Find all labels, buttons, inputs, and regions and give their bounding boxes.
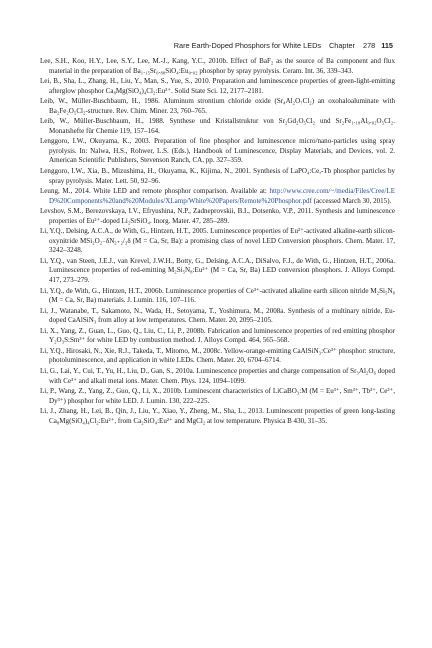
reference-access-note: (accessed March 30, 2015). [311,196,392,205]
page-number: 115 [381,41,393,50]
reference-text: Aluminum strontium chloride oxide (Sr₄Al₂O₇Cl₂) an oxohaloaluminate with Ba₂Fe₂O₅Cl₂-structure. Rev. Chim. Miner. 23, 760–765. [49,97,395,115]
reference-entry [40,167,395,186]
reference-text: Synthese und Kristallstruktur von Sr₂Gd₂O₅Cl₂ und Sr₂Fe₁.₁₈Al₀.₈₂O₅Cl₂. Monatshefte für Chemie 119, 157–164. [49,117,395,135]
reference-entry [40,347,395,366]
reference-text: Luminescence properties and charge compensation of Sr₃Al₂O₆ doped with Ce³⁺ and alkali metal ions. Mater. Chem. Phys. 124, 1094–1099. [49,366,395,385]
reference-text: Fabrication and luminescence properties of red emitting phosphor Y₂O₃S:Sm³⁺ for white LED by combustion method. J. Alloys Compd. 464, 565–568. [49,326,395,345]
reference-authors: Leung, M., 2014. [40,187,91,196]
reference-authors: Li, X., Yang, Z., Guan, L., Guo, Q., Liu, C., Li, P., 2008b. [40,326,206,335]
reference-text: Synthesis of LaPO₄:Ce,-Tb phosphor particles by spray pyrolysis. Mater. Lett. 50, 92–96. [49,167,395,185]
reference-text: Luminescence properties of Eu²⁺-activated alkaline-earth silicon-oxynitride MSi₂O₂₋δN₂₊₂/₃δ (M = Ca, Sr, Ba): a promising class of novel LED Conversion phosphors. Chem. Mater. 17, 3242–3248. [49,227,395,255]
reference-text: Preparation of fine phosphor and luminescence micro/nano-particles using spray pyrolysis. In: Nalwa, H.S., Rohwer, L.S. (Eds.), Handbook of Luminescence, Display Materials, and Devices, vol. 2. American Scientific Publishers, Stevenson Ranch, CA, pp. 327–359. [49,137,396,165]
reference-entry [40,187,395,206]
reference-authors: Li, P., Wang, Z., Yang, Z., Guo, Q., Li, X., 2010b. [40,387,183,396]
reference-authors: Lee, S.H., Koo, H.Y., Lee, S.Y., Lee, M.-J., Kang, Y.C., 2010b. [40,57,228,65]
reference-text: Synthesis of a multinary nitride, Eu-doped CaAlSiN₃ from alloy at low temperatures. Chem. Mater. 20, 2095–2105. [49,306,395,325]
reference-entry [40,257,395,286]
reference-entry [40,57,395,76]
reference-entry [40,207,395,226]
reference-authors: Lei, B., Sha, L., Zhang, H., Liu, Y., Man, S., Yue, S., 2010. [40,77,211,86]
reference-text: Luminescent properties of green long-lasting Ca₈Mg(SiO₄)₄Cl₂:Eu²⁺, from Ca₂SiO₄:Eu²⁺ and MgCl₂ at low temperature. Physica B 430, 31–35. [49,407,395,425]
reference-authors: Li, Y.Q., van Steen, J.E.J., van Krevel, J.W.H., Botty, G., Delsing, A.C.A., DiSalvo, F.J., de With, G., Hintzen, H.T., 2006a. [40,256,395,265]
reference-text: Yellow-orange-emitting CaAlSiN₃:Ce³⁺ phosphor: structure, photoluminescence, and application in white LEDs. Chem. Mater. 20, 6704–6714. [49,346,395,365]
reference-list [40,57,395,427]
reference-entry [40,387,395,406]
reference-text: Luminescent characteristics of LiCaBO₃:M (M = Eu³⁺, Sm³⁺, Tb³⁺, Ce³⁺, Dy³⁺) phosphor for white LED. J. Lumin. 130, 222–225. [49,387,395,405]
reference-text: Preparation and luminescence properties of green-light-emitting afterglow phosphor Ca₈Mg(SiO₄)₄Cl₂:Eu²⁺. Solid State Sci. 12, 2177–2181. [49,77,395,95]
reference-entry [40,307,395,326]
chapter-label: Chapter [329,41,355,50]
chapter-page: 278 [363,41,376,50]
reference-authors: Li, Y.Q., de With, G., Hintzen, H.T., 2006b. [40,286,164,295]
reference-entry [40,407,395,426]
running-header [174,41,393,50]
reference-link[interactable]: http://www.cree.com/~/media/Files/Cree/LED%20Components%20and%20Modules/XLamp/White%20Papers/Remote%20Phosphor.pdf [49,187,395,205]
reference-authors: Li, Y.Q., Delsing, A.C.A., de With, G., Hintzen, H.T., 2005. [40,227,209,236]
reference-authors: Li, J., Zhang, H., Lei, B., Qin, J., Liu, Y., Xiao, Y., Zheng, M., Sha, L., 2013. [40,407,265,416]
reference-authors: Leib, W., Müller-Buschbaum, H., 1988. [40,117,165,126]
reference-authors: Li, G., Lai, Y., Cui, T., Yu, H., Liu, D., Gan, S., 2010a. [40,366,195,375]
reference-authors: Lenggoro, I.W., Okuyama, K., 2003. [40,137,151,146]
reference-entry [40,287,395,306]
reference-authors: Li, J., Watanabe, T., Sakamoto, N., Wada, H., Setoyama, T., Yoshimura, M., 2008a. [40,306,286,315]
reference-entry [40,77,395,96]
reference-authors: Levshov, S.M., Berezovskaya, I.V., Efryushina, N.P., Zadneprovskii, B.I., Dotsenko, V.P., 2011. [40,207,314,216]
reference-text: Synthesis and luminescence properties of Eu²⁺-doped Li₂SrSiO₄. Inorg. Mater. 47, 285–289. [49,207,396,225]
reference-text: White LED and remote phosphor comparison. Available at: [90,187,270,196]
running-title: Rare Earth-Doped Phosphors for White LEDs [173,41,321,50]
reference-text: Effect of BaF₂ as the source of Ba component and flux material in the preparation of Ba₁.₁₅Sr₀.₈₈SiO₄:Eu₀.₀₂ phosphor by spray pyrolysis. Ceram. Int. 36, 339–343. [49,57,395,75]
reference-text: Luminescence properties of red-emitting M₂Si₅N₈:Eu²⁺ (M = Ca, Sr, Ba) LED conversion phosphors. J. Alloys Compd. 417, 273–279. [49,266,395,285]
reference-entry [40,327,395,346]
reference-entry [40,137,395,166]
reference-entry [40,117,395,136]
reference-entry [40,367,395,386]
reference-authors: Leib, W., Müller-Buschbaum, H., 1986. [40,97,160,106]
reference-authors: Lenggoro, I.W., Xia, B., Mizushima, H., Okuyama, K., Kijima, N., 2001. [40,167,251,176]
reference-authors: Li, Y.Q., Hirosaki, N., Xie, R.J., Takeda, T., Mitomo, M., 2008c. [40,346,223,355]
reference-entry [40,97,395,116]
reference-entry [40,227,395,256]
reference-text: Luminescence properties of Ce³⁺-activated alkaline earth silicon nitride M₂Si₅N₈ (M = Ca, Sr, Ba) materials. J. Lumin. 116, 107–116. [49,286,395,305]
